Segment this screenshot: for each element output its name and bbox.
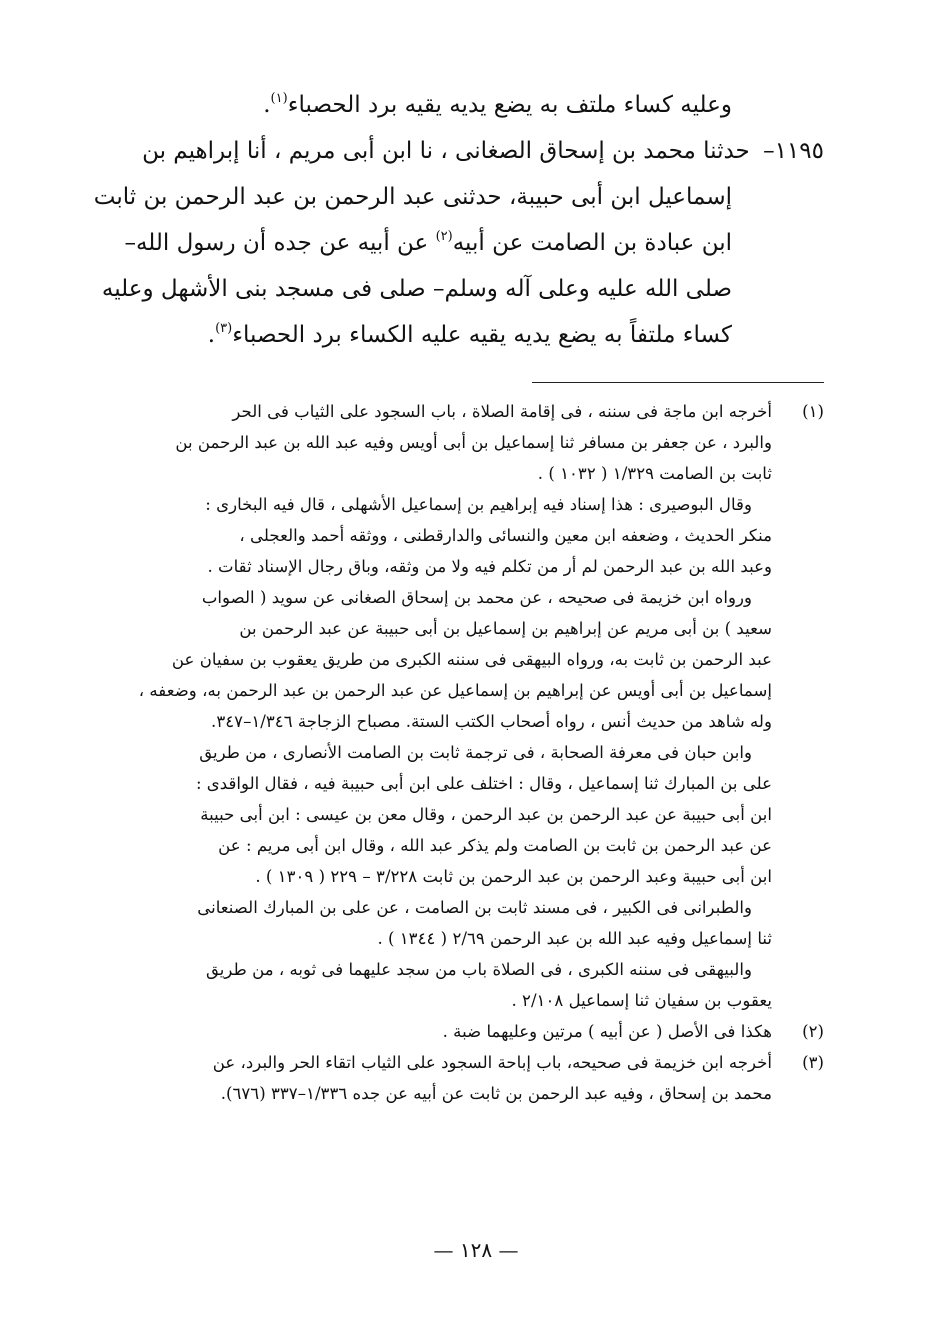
footnote-2	[124, 1016, 824, 1047]
footnote-line: ورواه ابن خزيمة فى صحيحه ، عن محمد بن إسحاق الصغانى عن سويد ( الصواب	[201, 588, 752, 607]
footnote-line: والبيهقى فى سننه الكبرى ، فى الصلاة باب من سجد عليهما فى ثوبه ، من طريق	[205, 960, 752, 979]
text-line	[124, 220, 824, 266]
footnote-line: وقال البوصيرى : هذا إسناد فيه إبراهيم بن إسماعيل الأشهلى ، قال فيه البخارى :	[205, 495, 752, 514]
footnote-number: (٢)	[802, 1022, 824, 1041]
footnote-number: (٣)	[802, 1053, 824, 1072]
text-segment: كساء ملتفاً به يضع يديه يقيه عليه الكساء برد الحصباء	[232, 322, 732, 348]
text-segment: عن أبيه عن جده أن رسول الله–	[124, 230, 436, 256]
footnote-line: سعيد ) بن أبى مريم عن إبراهيم بن إسماعيل بن أبى حبيبة عن عبد الرحمن بن	[239, 619, 772, 638]
text-line: إسماعيل ابن أبى حبيبة، حدثنى عبد الرحمن بن عبد الرحمن بن ثابت	[93, 184, 732, 210]
footnote-line: عبد الرحمن بن ثابت به، ورواه البيهقى فى سننه الكبرى من طريق يعقوب بن سفيان عن	[171, 650, 772, 669]
text-segment: ابن عبادة بن الصامت عن أبيه	[452, 230, 732, 256]
footnote-line: وابن حبان فى معرفة الصحابة ، فى ترجمة ثابت بن الصامت الأنصارى ، من طريق	[199, 743, 752, 762]
footnote-line: محمد بن إسحاق ، وفيه عبد الرحمن بن ثابت عن أبيه عن جده ١/٣٣٦–٣٣٧ (٦٧٦).	[220, 1084, 772, 1103]
footnote-separator	[532, 382, 824, 383]
text-segment: .	[207, 322, 216, 348]
footnote-line: وله شاهد من حديث أنس ، رواه أصحاب الكتب الستة. مصباح الزجاجة ١/٣٤٦–٣٤٧.	[211, 712, 772, 731]
footnote-body	[124, 396, 772, 1016]
footnote-line: ابن أبى حبيبة وعبد الرحمن بن عبد الرحمن بن ثابت ٣/٢٢٨ – ٢٢٩ ( ١٣٠٩ ) .	[255, 867, 772, 886]
footnote-line: على بن المبارك ثنا إسماعيل ، وقال : اختلف على ابن أبى حبيبة فيه ، فقال الواقدى :	[195, 774, 772, 793]
footnote-line: ثنا إسماعيل وفيه عبد الله بن عبد الرحمن ٢/٦٩ ( ١٣٤٤ ) .	[377, 929, 772, 948]
footnote-line: أخرجه ابن خزيمة فى صحيحه، باب إباحة السجود على الثياب اتقاء الحر والبرد، عن	[212, 1053, 772, 1072]
footnote-ref: (٢)	[435, 229, 453, 244]
footnote-line: هكذا فى الأصل ( عن أبيه ) مرتين وعليهما ضبة .	[442, 1022, 772, 1041]
footnote-line: ابن أبى حبيبة عن عبد الرحمن بن عبد الرحمن ، وقال معن بن عيسى : ابن أبى حبيبة	[200, 805, 772, 824]
main-text	[93, 82, 824, 358]
footnote-line: منكر الحديث ، وضعفه ابن معين والنسائى والدارقطنى ، ووثقه أحمد والعجلى ،	[239, 526, 772, 545]
text-line	[124, 312, 824, 358]
footnote-body	[124, 1047, 772, 1109]
footnote-number: (١)	[802, 402, 824, 421]
footnote-3	[124, 1047, 824, 1109]
hadith-number: ١١٩٥–	[763, 138, 824, 164]
footnote-line: والبرد ، عن جعفر بن مسافر ثنا إسماعيل بن أبى أويس وفيه عبد الله بن عبد الرحمن بن	[175, 433, 772, 452]
footnote-line: عن عبد الرحمن بن ثابت بن الصامت ولم يذكر عبد الله ، وقال ابن أبى مريم : عن	[218, 836, 772, 855]
footnote-1	[124, 396, 824, 1016]
footnote-line: ثابت بن الصامت ١/٣٢٩ ( ١٠٣٢ ) .	[537, 464, 772, 483]
footnote-ref: (٣)	[215, 321, 233, 336]
footnote-line: والطبرانى فى الكبير ، فى مسند ثابت بن الصامت ، عن على بن المبارك الصنعانى	[197, 898, 752, 917]
text-segment: .	[263, 92, 271, 118]
footnote-ref: (١)	[270, 91, 288, 106]
page-number: — ١٢٨ —	[433, 1238, 519, 1262]
text-line	[124, 82, 824, 128]
footnote-line: وعبد الله بن عبد الرحمن لم أر من تكلم فيه ولا من وثقه، وباق رجال الإسناد ثقات .	[207, 557, 772, 576]
text-segment: حدثنا محمد بن إسحاق الصغانى ، نا ابن أبى مريم ، أنا إبراهيم بن	[142, 138, 750, 164]
footnote-line: يعقوب بن سفيان ثنا إسماعيل ٢/١٠٨ .	[511, 991, 772, 1010]
footnotes	[124, 396, 824, 1109]
hadith-first-line	[124, 128, 824, 174]
footnote-line: إسماعيل بن أبى أويس عن إبراهيم بن إسماعيل عن عبد الرحمن بن عبد الرحمن به، وضعفه ،	[138, 681, 772, 700]
text-segment: وعليه كساء ملتف به يضع يديه يقيه برد الحصباء	[287, 92, 732, 118]
text-line: صلى الله عليه وعلى آله وسلم– صلى فى مسجد بنى الأشهل وعليه	[101, 276, 732, 302]
footnote-body	[124, 1016, 772, 1047]
footnote-line: أخرجه ابن ماجة فى سننه ، فى إقامة الصلاة ، باب السجود على الثياب فى الحر	[232, 402, 772, 421]
